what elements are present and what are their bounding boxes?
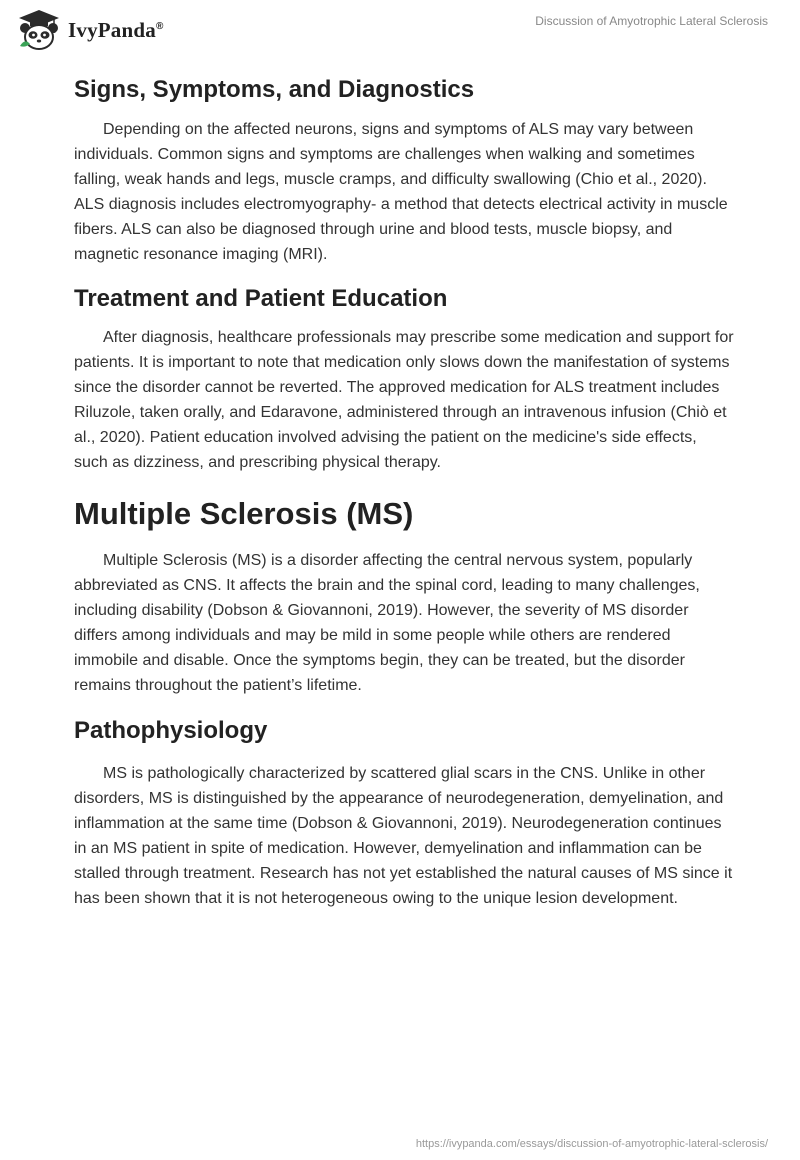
- section-paragraph: Depending on the affected neurons, signs and symptoms of ALS may vary between individuals. Common signs and symptoms are challenges when walking and sometimes falling, weak hands and legs, muscle cramps, and difficulty swallowing (Chio et al., 2020). ALS diagnosis includes electromyography- a method that detects electrical activity in muscle fibers. ALS can also be diagnosed through urine and blood tests, muscle biopsy, and magnetic resonance imaging (MRI).: [74, 121, 728, 263]
- chapter-heading: Multiple Sclerosis (MS): [74, 496, 414, 531]
- section-paragraph: Multiple Sclerosis (MS) is a disorder affecting the central nervous system, popularly abbreviated as CNS. It affects the brain and the spinal cord, leading to many challenges, including disability (Dobson & Giovannoni, 2019). However, the severity of MS disorder differs among individuals and may be mild in some people while others are rendered immobile and disable. Once the symptoms begin, they can be treated, but the disorder remains throughout the patient’s lifetime.: [74, 552, 700, 694]
- section-paragraph: MS is pathologically characterized by scattered glial scars in the CNS. Unlike in other disorders, MS is distinguished by the appearance of neurodegeneration, demyelination, and inflammation at the same time (Dobson & Giovannoni, 2019). Neurodegeneration continues in an MS patient in spite of medication. However, demyelination and inflammation can be stalled through treatment. Research has not yet established the natural causes of MS since it has been shown that it is not heterogeneous owing to the unique lesion development.: [74, 765, 733, 907]
- section-paragraph: After diagnosis, healthcare professionals may prescribe some medication and support for patients. It is important to note that medication only slows down the manifestation of systems since the disorder cannot be reverted. The approved medication for ALS treatment includes Riluzole, taken orally, and Edaravone, administered through an intravenous infusion (Chiò et al., 2020). Patient education involved advising the patient on the medicine's side effects, such as dizziness, and prescribing physical therapy.: [74, 329, 734, 471]
- section-heading: Treatment and Patient Education: [74, 285, 448, 312]
- brand-logo[interactable]: [16, 8, 164, 52]
- document-title: Discussion of Amyotrophic Lateral Sclerosis: [535, 14, 768, 28]
- panda-graduate-icon: [16, 8, 62, 52]
- article-body: [74, 68, 734, 911]
- section-heading: Pathophysiology: [74, 717, 268, 744]
- source-url-link[interactable]: https://ivypanda.com/essays/discussion-of-amyotrophic-lateral-sclerosis/: [415, 1138, 768, 1150]
- section-heading: Signs, Symptoms, and Diagnostics: [74, 76, 475, 103]
- brand-name: IvyPanda®: [68, 17, 164, 42]
